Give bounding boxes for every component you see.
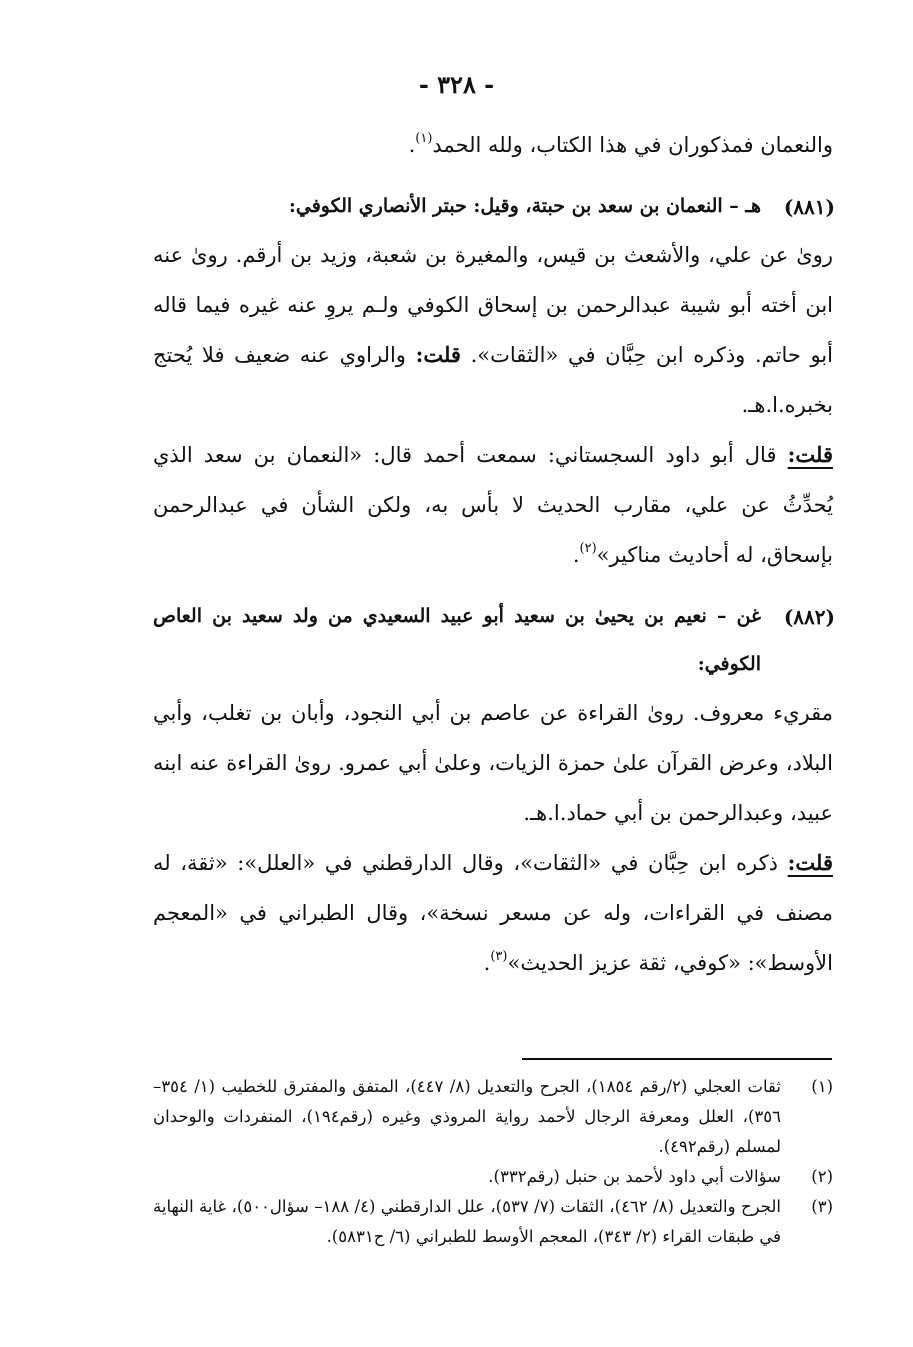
comment-end: . — [483, 951, 491, 975]
intro-text: والنعمان فمذكوران في هذا الكتاب، ولله الحمد — [432, 133, 833, 157]
entry-881 — [153, 182, 833, 580]
paragraph-text: مقريء معروف. روىٰ القراءة عن عاصم بن أبي النجود، وأبان بن تغلب، وأبي البلاد، وعرض القرآن علىٰ حمزة الزيات، وعلىٰ أبي عمرو. روىٰ القراءة عنه ابنه عبيد، وعبدالرحمن بن أبي حماد.ا.هـ. — [153, 701, 833, 825]
comment-text: قال أبو داود السجستاني: سمعت أحمد قال: «النعمان بن سعد الذي يُحدِّثُ عن علي، مقارب الحديث لا بأس به، ولكن الشأن في عبدالرحمن بإسحاق، له أحاديث مناكير» — [153, 443, 833, 567]
entry-number: (٨٨٢) — [783, 605, 835, 629]
footnote-2 — [153, 1162, 833, 1192]
entry-title: هـ – النعمان بن سعد بن حبتة، وقيل: حبتر الأنصاري الكوفي: — [288, 195, 761, 217]
entry-comment — [153, 838, 833, 988]
footnote-ref-2: (٢) — [579, 541, 597, 556]
footnote-1 — [153, 1072, 833, 1162]
page-number: - ٣٢٨ - — [418, 70, 495, 99]
footnote-ref-3: (٣) — [490, 949, 508, 964]
entry-paragraph — [153, 230, 833, 430]
footnote-3 — [153, 1192, 833, 1252]
qult-label: قلت: — [787, 442, 833, 467]
footnote-text: سؤالات أبي داود لأحمد بن حنبل (رقم٣٣٢). — [488, 1167, 781, 1186]
comment-text: ذكره ابن حِبَّان في «الثقات»، وقال الدارقطني في «العلل»: «ثقة، له مصنف في القراءات، وله عن مسعر نسخة»، وقال الطبراني في «المعجم الأوسط»: «كوفي، ثقة عزيز الحديث» — [153, 851, 833, 975]
footnotes — [153, 1072, 833, 1252]
main-text — [153, 120, 833, 988]
footnote-divider — [522, 1058, 832, 1060]
intro-tail: . — [408, 133, 416, 157]
footnote-ref-1: (١) — [415, 131, 433, 146]
comment-end: . — [572, 543, 580, 567]
entry-number: (٨٨١) — [783, 195, 835, 219]
footnote-number: (٢) — [811, 1167, 833, 1186]
qult-label: قلت: — [415, 342, 461, 367]
footnote-text: ثقات العجلي (٢/رقم ١٨٥٤)، الجرح والتعديل (٨/ ٤٤٧)، المتفق والمفترق للخطيب (١/ ٣٥٤–٣٥٦)، العلل ومعرفة الرجال لأحمد رواية المروذي وغيره (رقم١٩٤)، المنفردات والوحدان لمسلم (رقم٤٩٢). — [153, 1077, 782, 1156]
footnote-number: (١) — [811, 1077, 833, 1096]
qult-label: قلت: — [787, 850, 833, 875]
footnote-number: (٣) — [811, 1197, 833, 1216]
entry-paragraph — [153, 688, 833, 838]
footnote-text: الجرح والتعديل (٨/ ٤٦٢)، الثقات (٧/ ٥٣٧)، علل الدارقطني (٤/ ١٨٨– سؤال٥٠٠)، غاية النهاية في طبقات القراء (٢/ ٣٤٣)، المعجم الأوسط للطبراني (٦/ ح٥٨٣١). — [153, 1197, 782, 1246]
entry-comment — [153, 430, 833, 580]
paragraph-text: روىٰ عن علي، والأشعث بن قيس، والمغيرة بن شعبة، وزيد بن أرقم. روىٰ عنه ابن أخته أبو شيبة عبدالرحمن بن إسحاق الكوفي ولـم يروِ عنه غيره فيما قاله أبو حاتم. وذكره ابن حِبَّان في «الثقات». — [153, 243, 833, 367]
paragraph-text: والراوي عنه ضعيف فلا يُحتج بخبره.ا.هـ. — [153, 343, 833, 417]
entry-title: غن – نعيم بن يحيىٰ بن سعيد أبو عبيد السعيدي من ولد سعيد بن العاص الكوفي: — [153, 605, 761, 675]
intro-paragraph — [153, 120, 833, 170]
entry-882 — [153, 592, 833, 988]
